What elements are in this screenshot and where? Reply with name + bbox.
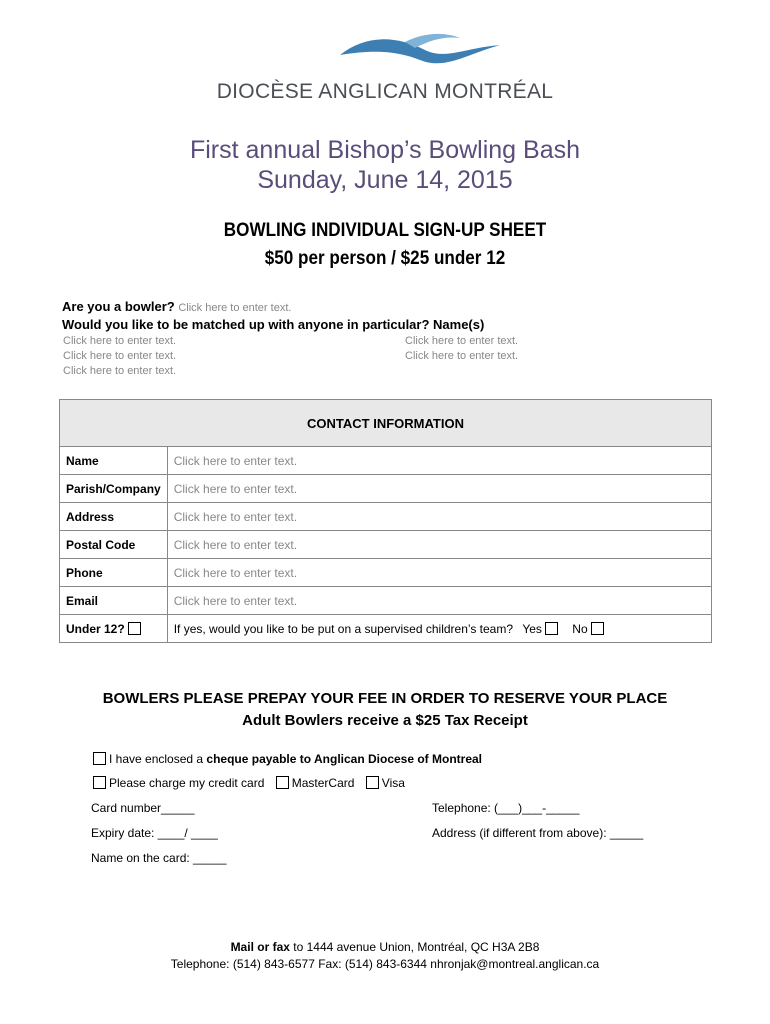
price-heading: $50 per person / $25 under 12	[264, 248, 506, 269]
parish-label: Parish/Company	[60, 475, 168, 503]
email-label: Email	[60, 587, 168, 615]
contact-details: Telephone: (514) 843-6577 Fax: (514) 843-6344 nhronjak@montreal.anglican.ca	[170, 957, 600, 971]
tax-receipt-notice: Adult Bowlers receive a $25 Tax Receipt	[242, 712, 528, 729]
contact-title: CONTACT INFORMATION	[60, 400, 712, 447]
prepay-notice: BOWLERS PLEASE PREPAY YOUR FEE IN ORDER TO RESERVE YOUR PLACE	[102, 690, 668, 707]
cheque-checkbox[interactable]	[93, 752, 106, 765]
yes-checkbox[interactable]	[545, 622, 558, 635]
bowler-field[interactable]: Click here to enter text.	[178, 302, 292, 314]
mail-address: Mail or fax to 1444 avenue Union, Montréal, QC H3A 2B8	[230, 940, 540, 954]
under12-checkbox[interactable]	[128, 622, 141, 635]
sheet-heading: BOWLING INDIVIDUAL SIGN-UP SHEET	[223, 220, 547, 241]
telephone-field[interactable]: Telephone: (___)___-_____	[432, 801, 580, 815]
alt-address-field[interactable]: Address (if different from above): _____	[432, 826, 644, 840]
table-row	[60, 447, 712, 475]
table-row	[60, 559, 712, 587]
event-title: First annual Bishop’s Bowling Bash	[189, 136, 581, 164]
match-field-2[interactable]: Click here to enter text.	[63, 350, 177, 362]
table-row	[60, 615, 712, 643]
supervised-team-question: If yes, would you like to be put on a supervised children’s team?	[173, 621, 514, 636]
name-label: Name	[60, 447, 168, 475]
credit-checkbox[interactable]	[93, 776, 106, 789]
expiry-field[interactable]: Expiry date: ____/ ____	[91, 826, 218, 840]
postal-code-field[interactable]: Click here to enter text.	[167, 531, 711, 559]
match-field-3[interactable]: Click here to enter text.	[63, 365, 177, 377]
bowler-question: Are you a bowler? Click here to enter text.	[62, 299, 292, 314]
name-field[interactable]: Click here to enter text.	[167, 447, 711, 475]
no-checkbox[interactable]	[591, 622, 604, 635]
supervised-team-cell	[167, 615, 711, 643]
match-field-4[interactable]: Click here to enter text.	[405, 335, 519, 347]
event-date: Sunday, June 14, 2015	[257, 166, 513, 194]
name-on-card-field[interactable]: Name on the card: _____	[91, 851, 227, 865]
org-name: DIOCÈSE ANGLICAN MONTRÉAL	[216, 80, 554, 103]
postal-code-label: Postal Code	[60, 531, 168, 559]
table-row	[60, 531, 712, 559]
table-row	[60, 503, 712, 531]
contact-table	[59, 399, 712, 643]
table-row	[60, 587, 712, 615]
table-row	[60, 475, 712, 503]
card-number-field[interactable]: Card number_____	[91, 801, 195, 815]
match-field-1[interactable]: Click here to enter text.	[63, 335, 177, 347]
credit-option: Please charge my credit card MasterCard Visa	[90, 776, 405, 790]
parish-field[interactable]: Click here to enter text.	[167, 475, 711, 503]
phone-field[interactable]: Click here to enter text.	[167, 559, 711, 587]
match-question: Would you like to be matched up with anyone in particular? Name(s)	[62, 317, 485, 332]
match-field-5[interactable]: Click here to enter text.	[405, 350, 519, 362]
phone-label: Phone	[60, 559, 168, 587]
address-field[interactable]: Click here to enter text.	[167, 503, 711, 531]
under12-label: Under 12?	[66, 621, 125, 636]
no-label: No	[572, 621, 588, 636]
under12-cell	[60, 615, 168, 643]
visa-checkbox[interactable]	[366, 776, 379, 789]
email-field[interactable]: Click here to enter text.	[167, 587, 711, 615]
cheque-option: I have enclosed a cheque payable to Anglican Diocese of Montreal	[90, 752, 482, 766]
mastercard-checkbox[interactable]	[276, 776, 289, 789]
address-label: Address	[60, 503, 168, 531]
diocese-logo	[335, 30, 505, 80]
yes-label: Yes	[522, 621, 542, 636]
